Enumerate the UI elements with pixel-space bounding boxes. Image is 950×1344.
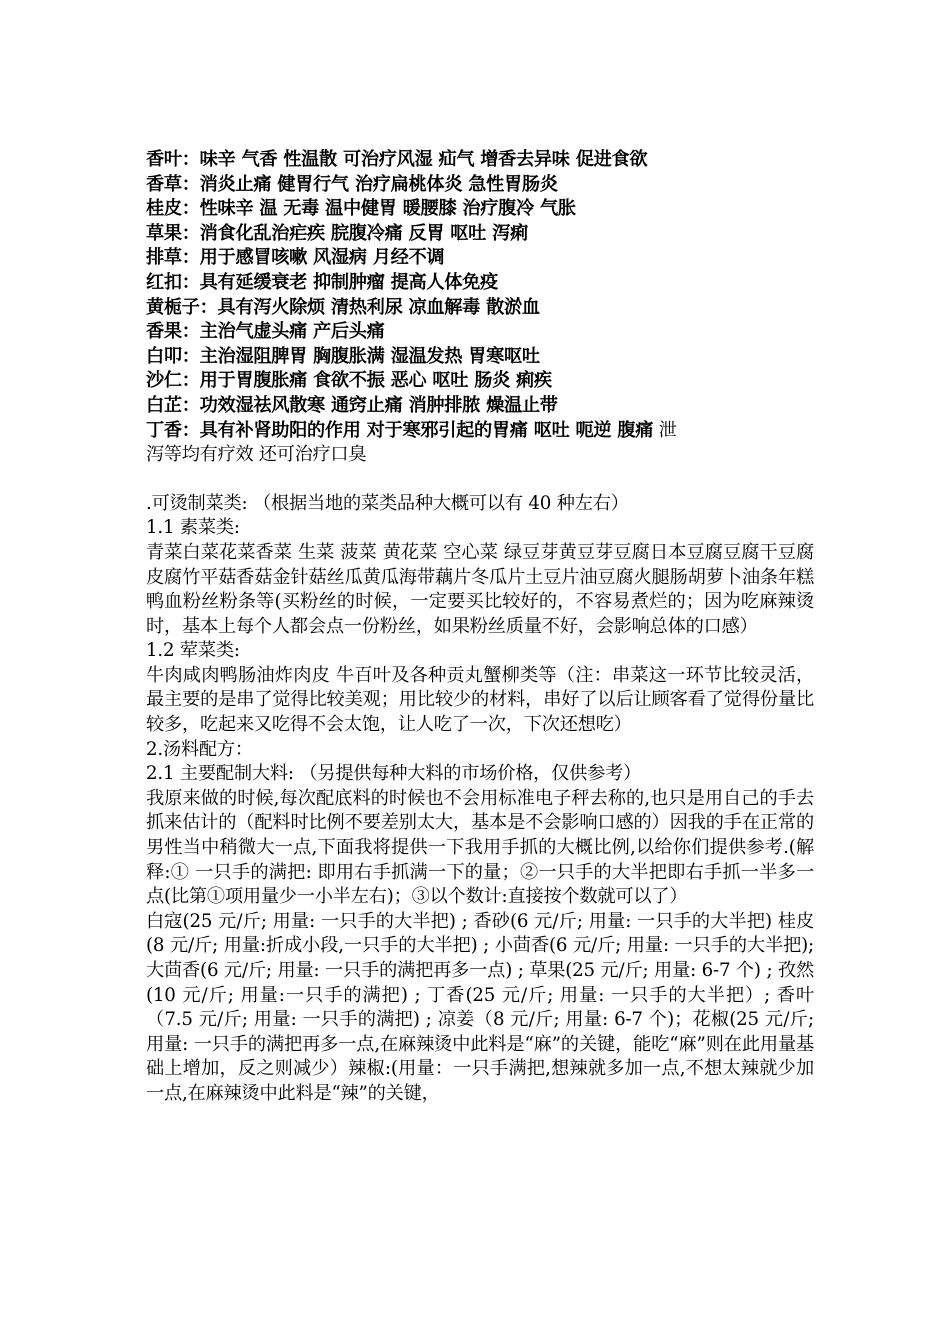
- spice-item-sharen: 沙仁：用于胃腹胀痛 食欲不振 恶心 呕吐 肠炎 痢疾: [146, 370, 552, 392]
- spice-item-baikou: 白叩：主治湿阻脾胃 胸腹胀满 湿温发热 胃寒呕吐: [146, 345, 540, 367]
- veg-subheading: 1.1 素菜类:: [146, 517, 240, 539]
- meat-list-paragraph: 牛肉咸肉鸭肠油炸肉皮 牛百叶及各种贡丸蟹柳类等（注：串菜这一环节比较灵活，最主要的是串了觉得比较美观；用比较少的材料，串好了以后让顾客看了觉得份量比较多，吃起来又吃得不会太饱，让人吃了一次，下次还想吃）: [146, 664, 814, 736]
- veg-list-paragraph: 青菜白菜花菜香菜 生菜 菠菜 黄花菜 空心菜 绿豆芽黄豆芽豆腐日本豆腐豆腐干豆腐皮腐竹平菇香菇金针菇丝瓜黄瓜海带藕片冬瓜片土豆片油豆腐火腿肠胡萝卜油条年糕鸭血粉丝粉条等(买粉丝的时候，一定要买比较好的，不容易煮烂的；因为吃麻辣烫时，基本上每个人都会点一份粉丝，如果粉丝质量不好，会影响总体的口感）: [146, 541, 814, 637]
- dish-section-heading: .可烫制菜类: （根据当地的菜类品种大概可以有 40 种左右）: [146, 492, 629, 514]
- measure-explanation-paragraph: 我原来做的时候,每次配底料的时候也不会用标准电子秤去称的,也只是用自己的手去抓来估计的（配料时比例不要差别太大，基本是不会影响口感的）因我的手在正常的男性当中稍微大一点,下面我将提供一下我用手抓的大概比例,以给你们提供参考.(解释:① 一只手的满把: 即用右手抓满一下的量；②一只手的大半把即右手抓一半多一点(比第①项用量少一小半左右)；③以个数计:直接按个数就可以了）: [146, 787, 814, 908]
- spice-item-caoguo: 草果：消食化乱治疟疾 脘腹冷痛 反胃 呕吐 泻痢: [146, 222, 528, 244]
- spice-item-baizhi: 白芷：功效湿祛风散寒 通窍止痛 消肿排脓 燥温止带: [146, 394, 558, 416]
- spice-item-huangzhizi: 黄栀子：具有泻火除烦 清热利尿 凉血解毒 散淤血: [146, 296, 540, 318]
- body-text: [146, 492, 814, 1107]
- spice-list: [146, 148, 814, 468]
- spice-item-hongkou: 红扣：具有延缓衰老 抑制肿瘤 提高人体免疫: [146, 271, 498, 293]
- meat-subheading: 1.2 荤菜类:: [146, 640, 240, 662]
- clove-bold-text: 丁香：具有补肾助阳的作用 对于寒邪引起的胃痛 呕吐 呃逆 腹痛: [146, 419, 654, 441]
- clove-continuation: 泻等均有疗效 还可治疗口臭: [146, 444, 367, 466]
- document-page: [146, 148, 814, 1107]
- spice-item-guipi: 桂皮：性味辛 温 无毒 温中健胃 暖腰膝 治疗腹冷 气胀: [146, 198, 576, 220]
- spice-item-xiangguo: 香果：主治气虚头痛 产后头痛: [146, 321, 385, 343]
- spice-item-paicao: 排草：用于感冒咳嗽 风湿病 月经不调: [146, 247, 445, 269]
- clove-tail-text: 泄: [653, 419, 677, 441]
- section-gap: [146, 468, 814, 492]
- spice-item-xiangcao: 香草：消炎止痛 健胃行气 治疗扁桃体炎 急性胃肠炎: [146, 173, 558, 195]
- soup-section-heading: 2.汤料配方：: [146, 738, 253, 760]
- ingredient-price-paragraph: 白寇(25 元/斤; 用量: 一只手的大半把) ; 香砂(6 元/斤; 用量: 一只手的大半把) 桂皮(8 元/斤; 用量:折成小段,一只手的大半把) ; 小茴香(6 元/斤; 用量: 一只手的大半把); 大茴香(6 元/斤; 用量: 一只手的满把再多一点) ; 草果(25 元/斤; 用量: 6-7 个) ; 孜然(10 元/斤; 用量:一只手的满把) ; 丁香(25 元/斤; 用量: 一只手的大半把）; 香叶（7.5 元/斤; 用量: 一只手的满把) ; 凉姜（8 元/斤; 用量: 6-7 个)；花椒(25 元/斤; 用量: 一只手的满把再多一点,在麻辣烫中此料是“麻”的关键，能吃“麻”则在此用量基础上增加，反之则减少）辣椒:(用量：一只手满把,想辣就多加一点,不想太辣就少加一点,在麻辣烫中此料是“辣”的关键，: [146, 910, 814, 1104]
- spice-item-xiangye: 香叶：味辛 气香 性温散 可治疗风湿 疝气 增香去异味 促进食欲: [146, 149, 648, 170]
- ingredients-subheading: 2.1 主要配制大料: （另提供每种大料的市场价格，仅供参考）: [146, 763, 642, 785]
- spice-item-dingxiang: [146, 419, 814, 444]
